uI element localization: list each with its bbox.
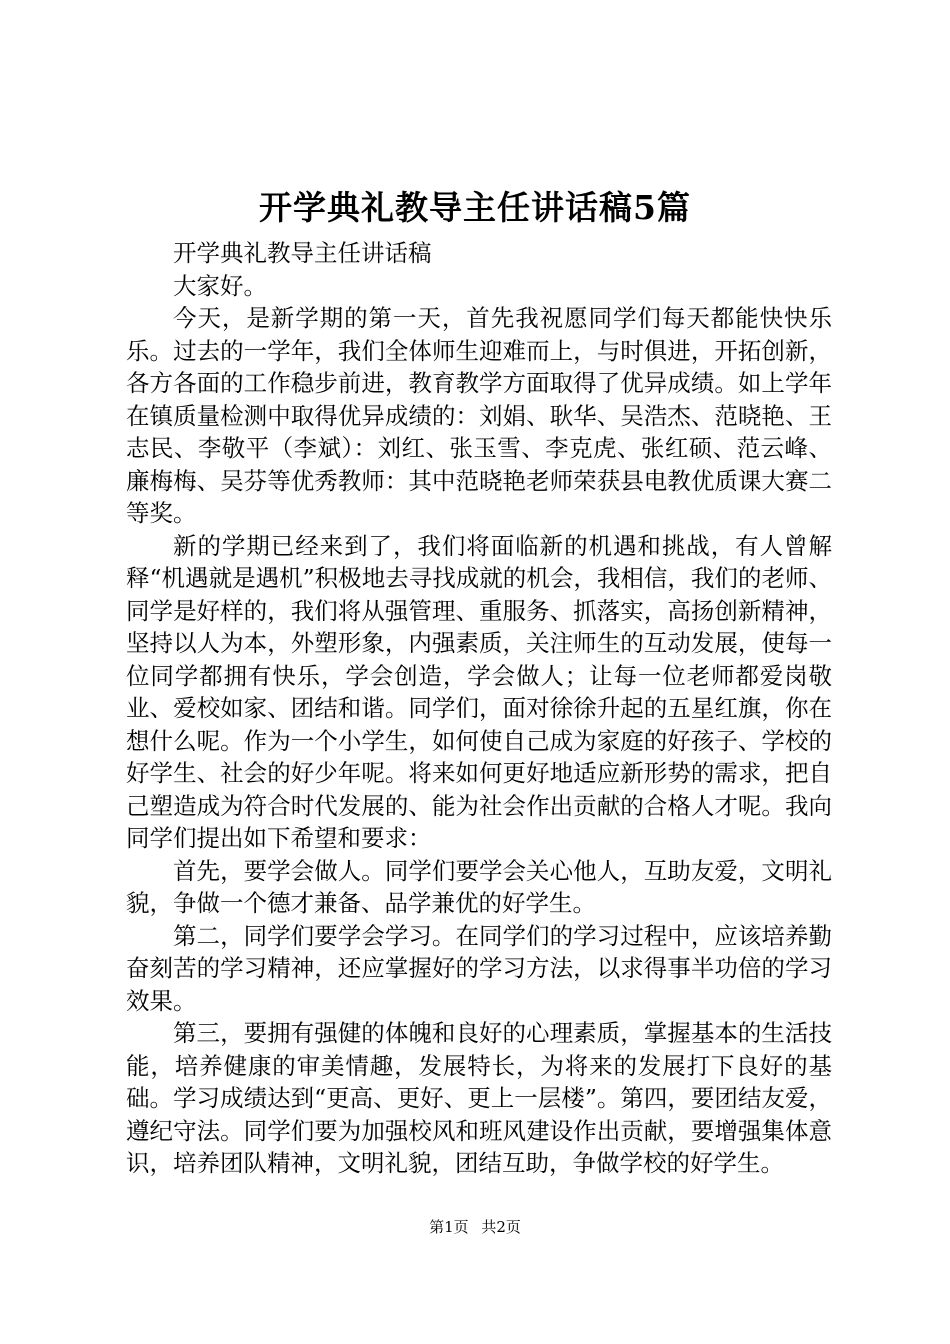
paragraph-greeting: 大家好。: [173, 271, 267, 300]
page-footer: [0, 1216, 950, 1238]
document-body: [126, 237, 832, 1180]
paragraph: 第三，要拥有强健的体魄和良好的心理素质，掌握基本的生活技能，培养健康的审美情趣，发展特长，为将来的发展打下良好的基础。学习成绩达到“更高、更好、更上一层楼”。第四，要团结友爱，遵纪守法。同学们要为加强校风和班风建设作出贡献，要增强集体意识，培养团队精神，文明礼貌，团结互助，争做学校的好学生。: [126, 1019, 832, 1177]
page-number-current: 第1页: [429, 1218, 469, 1236]
page-number-total: 共2页: [481, 1218, 521, 1236]
paragraph: 今天，是新学期的第一天，首先我祝愿同学们每天都能快快乐乐。过去的一学年，我们全体师生迎难而上，与时俱进，开拓创新，各方各面的工作稳步前进，教育教学方面取得了优异成绩。如上学年在镇质量检测中取得优异成绩的：刘娟、耿华、吴浩杰、范晓艳、王志民、李敬平（李斌）：刘红、张玉雪、李克虎、张红硕、范云峰、廉梅梅、吴芬等优秀教师：其中范晓艳老师荣获县电教优质课大赛二等奖。: [126, 304, 832, 527]
paragraph: 第二，同学们要学会学习。在同学们的学习过程中，应该培养勤奋刻苦的学习精神，还应掌握好的学习方法，以求得事半功倍的学习效果。: [126, 921, 832, 1015]
paragraph: 新的学期已经来到了，我们将面临新的机遇和挑战，有人曾解释“机遇就是遇机”积极地去寻找成就的机会，我相信，我们的老师、同学是好样的，我们将从强管理、重服务、抓落实，高扬创新精神，坚持以人为本，外塑形象，内强素质，关注师生的互动发展，使每一位同学都拥有快乐，学会创造，学会做人；让每一位老师都爱岗敬业、爱校如家、团结和谐。同学们，面对徐徐升起的五星红旗，你在想什么呢。作为一个小学生，如何使自己成为家庭的好孩子、学校的好学生、社会的好少年呢。将来如何更好地适应新形势的需求，把自己塑造成为符合时代发展的、能为社会作出贡献的合格人才呢。我向同学们提出如下希望和要求：: [126, 531, 832, 852]
paragraph-subtitle: 开学典礼教导主任讲话稿: [173, 239, 432, 267]
paragraph: 首先，要学会做人。同学们要学会关心他人，互助友爱，文明礼貌，争做一个德才兼备、品学兼优的好学生。: [126, 856, 832, 917]
document-title: 开学典礼教导主任讲话稿5篇: [259, 188, 691, 227]
